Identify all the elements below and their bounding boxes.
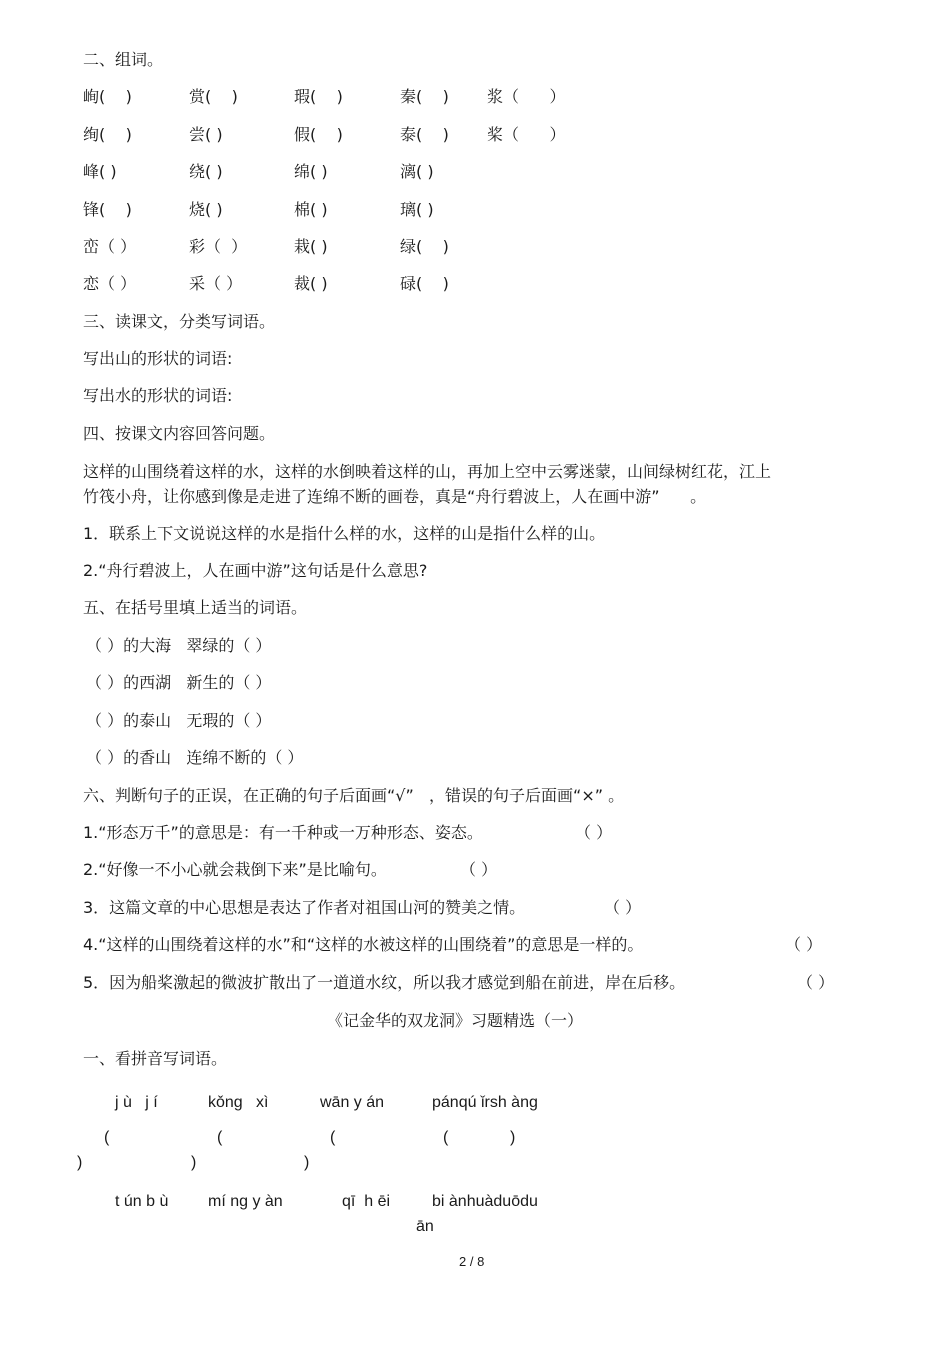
judge-mark: （ ） [604, 898, 642, 917]
judge-mark: （ ） [575, 823, 613, 842]
answer-paren: ) [191, 1154, 197, 1171]
judge-item: 3．这篇文章的中心思想是表达了作者对祖国山河的赞美之情。 [83, 898, 526, 917]
fill-line: （ ）的西湖 新生的（ ） [86, 673, 272, 692]
pinyin-word: pánqú ǐrsh àng [432, 1094, 538, 1111]
word-cell: 烧( ) [189, 200, 223, 219]
page-number: 2 / 8 [459, 1254, 485, 1269]
exercise-title: 《记金华的双龙洞》习题精选（一） [327, 1011, 584, 1030]
fill-line: （ ）的大海 翠绿的（ ） [86, 636, 272, 655]
word-cell: 泰( ) [400, 125, 449, 144]
pinyin-word: bi ànhuàduōdu [432, 1193, 538, 1210]
answer-paren: ) [304, 1154, 310, 1171]
word-cell: 浆（ ） [487, 87, 566, 106]
judge-item: 2.“好像一不小心就会栽倒下来”是比喻句。 [83, 860, 387, 879]
judge-mark: （ ） [460, 860, 498, 879]
judge-item: 1.“形态万千”的意思是：有一千种或一万种形态、姿态。 [83, 823, 483, 842]
fill-line: （ ）的香山 连绵不断的（ ） [86, 748, 304, 767]
word-cell: 恋（ ） [83, 274, 137, 293]
water-words-prompt: 写出水的形状的词语: [83, 386, 233, 405]
word-cell: 绵( ) [294, 162, 328, 181]
word-cell: 漓( ) [400, 162, 434, 181]
answer-paren: ) [510, 1129, 516, 1146]
answer-paren: ( [217, 1129, 223, 1146]
judge-item: 5．因为船桨激起的微波扩散出了一道道水纹，所以我才感觉到船在前进，岸在后移。 [83, 973, 686, 992]
answer-paren: ( [443, 1129, 449, 1146]
section-6-title: 六、判断句子的正误，在正确的句子后面画“√” ，错误的句子后面画“×” 。 [83, 786, 625, 805]
word-cell: 赏( ) [189, 87, 238, 106]
word-cell: 绕( ) [189, 162, 223, 181]
pinyin-word: kǒng xì [208, 1094, 269, 1111]
pinyin-word: qī h ēi [342, 1193, 391, 1210]
judge-mark: （ ） [797, 973, 835, 992]
word-cell: 碌( ) [400, 274, 449, 293]
question-2: 2.“舟行碧波上，人在画中游”这句话是什么意思? [83, 561, 428, 580]
word-cell: 峰( ) [83, 162, 117, 181]
passage-line-2: 竹筏小舟，让你感到像是走进了连绵不断的画卷，真是“舟行碧波上，人在画中游” 。 [83, 487, 707, 506]
pinyin-section-title: 一、看拼音写词语。 [83, 1049, 228, 1068]
word-cell: 桨（ ） [487, 125, 566, 144]
section-2-title: 二、组词。 [83, 50, 164, 69]
question-1: 1．联系上下文说说这样的水是指什么样的水，这样的山是指什么样的山。 [83, 524, 606, 543]
word-cell: 假( ) [294, 125, 343, 144]
answer-paren: ) [77, 1154, 83, 1171]
section-5-title: 五、在括号里填上适当的词语。 [83, 598, 308, 617]
word-cell: 尝( ) [189, 125, 223, 144]
word-cell: 裁( ) [294, 274, 328, 293]
word-cell: 绿( ) [400, 237, 449, 256]
word-cell: 锋( ) [83, 200, 132, 219]
mountain-words-prompt: 写出山的形状的词语: [83, 349, 233, 368]
judge-item: 4.“这样的山围绕着这样的水”和“这样的水被这样的山围绕着”的意思是一样的。 [83, 935, 644, 954]
pinyin-word: t ún b ù [115, 1193, 169, 1210]
answer-paren: ( [104, 1129, 110, 1146]
pinyin-word: wān y án [320, 1094, 385, 1111]
pinyin-word: j ù j í [115, 1094, 158, 1111]
passage-line-1: 这样的山围绕着这样的水，这样的水倒映着这样的山，再加上空中云雾迷蒙，山间绿树红花，江上 [83, 462, 772, 481]
answer-paren: ( [330, 1129, 336, 1146]
word-cell: 绚( ) [83, 125, 132, 144]
pinyin-word-wrap: ān [416, 1218, 434, 1235]
word-cell: 彩（ ） [189, 237, 248, 256]
fill-line: （ ）的泰山 无瑕的（ ） [86, 711, 272, 730]
word-cell: 棉( ) [294, 200, 328, 219]
word-cell: 璃( ) [400, 200, 434, 219]
pinyin-word: mí ng y àn [208, 1193, 283, 1210]
word-cell: 峦（ ） [83, 237, 137, 256]
judge-mark: （ ） [785, 935, 823, 954]
section-3-title: 三、读课文，分类写词语。 [83, 312, 276, 331]
word-cell: 秦( ) [400, 87, 449, 106]
word-cell: 峋( ) [83, 87, 132, 106]
word-cell: 栽( ) [294, 237, 328, 256]
section-4-title: 四、按课文内容回答问题。 [83, 424, 276, 443]
word-cell: 瑕( ) [294, 87, 343, 106]
word-cell: 采（ ） [189, 274, 243, 293]
